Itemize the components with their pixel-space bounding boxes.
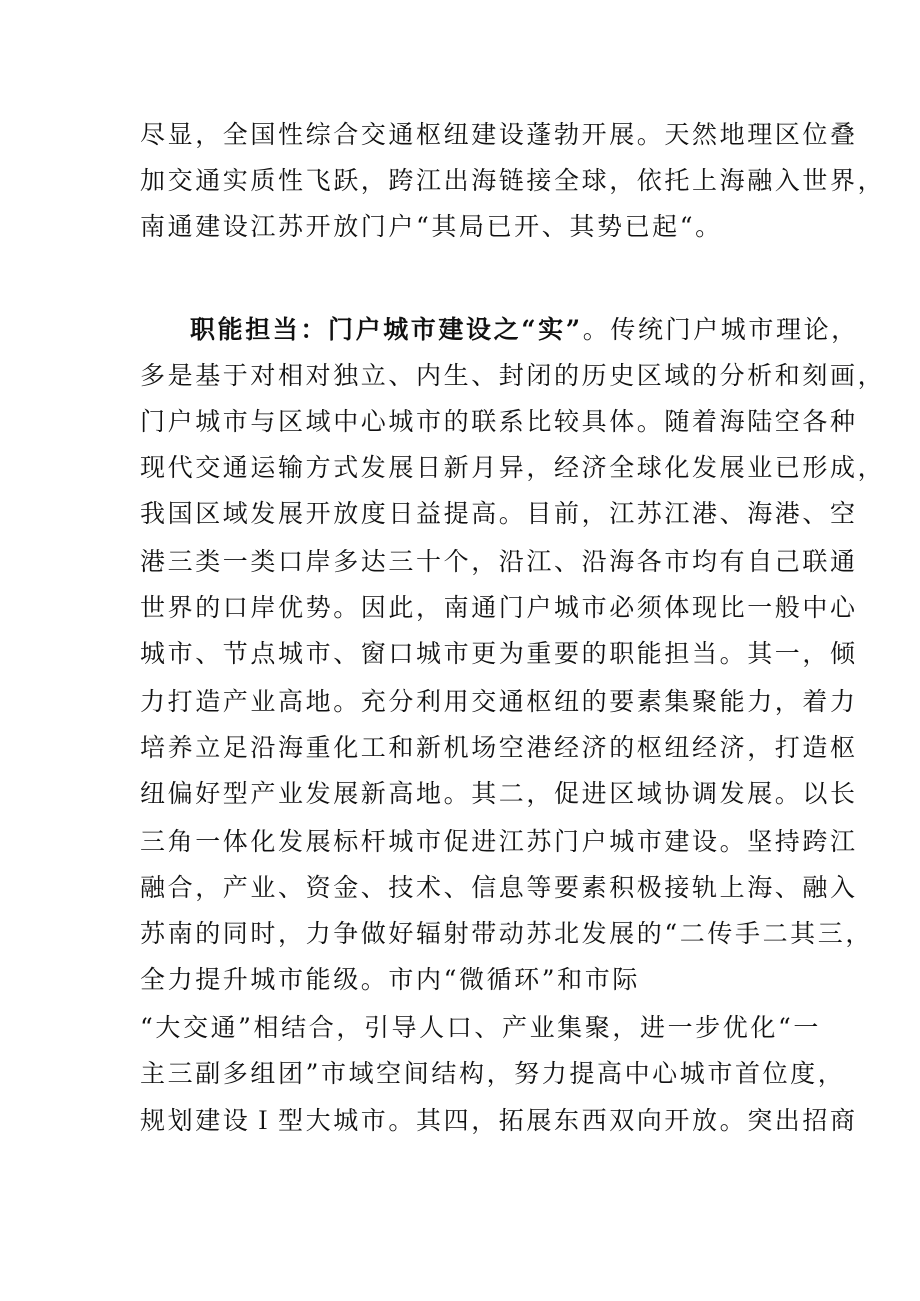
paragraph-2-line-10: 培养立足沿海重化工和新机场空港经济的枢纽经济，打造枢 [140, 733, 858, 762]
paragraph-2-line-11: 纽偏好型产业发展新高地。其二，促进区域协调发展。以长 [140, 779, 858, 808]
paragraph-2-lead-heading: 职能担当：门户城市建设之“实” [190, 315, 583, 344]
paragraph-2-line-3: 门户城市与区域中心城市的联系比较具体。随着海陆空各种 [140, 407, 858, 436]
paragraph-1-line-3: 南通建设江苏开放门户“其局已开、其势已起“。 [140, 212, 723, 241]
paragraph-2-line-1-rest: 。传统门户城市理论， [582, 315, 859, 344]
paragraph-2-line-7: 世界的口岸优势。因此，南通门户城市必须体现比一般中心 [140, 593, 858, 622]
paragraph-1-line-2: 加交通实质性飞跃，跨江出海链接全球，依托上海融入世界， [140, 166, 886, 195]
paragraph-2-line-1 [190, 313, 859, 347]
paragraph-2-line-15: 全力提升城市能级。市内“微循环”和市际 [140, 965, 640, 994]
paragraph-2-line-12: 三角一体化发展标杆城市促进江苏门户城市建设。坚持跨江 [140, 827, 858, 856]
paragraph-2-line-2: 多是基于对相对独立、内生、封闭的历史区域的分析和刻画， [140, 361, 886, 390]
paragraph-2-line-14: 苏南的同时，力争做好辐射带动苏北发展的“二传手二其三， [140, 919, 873, 948]
paragraph-2-line-16: “大交通”相结合，引导人口、产业集聚，进一步优化“一 [140, 1013, 821, 1042]
paragraph-2-line-5: 我国区域发展开放度日益提高。目前，江苏江港、海港、空 [140, 499, 858, 528]
paragraph-1-line-1: 尽显，全国性综合交通枢纽建设蓬勃开展。天然地理区位叠 [140, 120, 858, 149]
paragraph-2-line-6: 港三类一类口岸多达三十个，沿江、沿海各市均有自己联通 [140, 547, 858, 576]
paragraph-2-line-8: 城市、节点城市、窗口城市更为重要的职能担当。其一，倾 [140, 639, 858, 668]
paragraph-2-line-17: 主三副多组团”市域空间结构，努力提高中心城市首位度， [140, 1059, 846, 1088]
paragraph-2-line-13: 融合，产业、资金、技术、信息等要素积极接轨上海、融入 [140, 873, 858, 902]
paragraph-2-line-9: 力打造产业高地。充分利用交通枢纽的要素集聚能力，着力 [140, 687, 858, 716]
paragraph-2-line-18: 规划建设Ｉ型大城市。其四，拓展东西双向开放。突出招商 [140, 1106, 858, 1135]
paragraph-2-line-4: 现代交通运输方式发展日新月异，经济全球化发展业已形成， [140, 453, 886, 482]
